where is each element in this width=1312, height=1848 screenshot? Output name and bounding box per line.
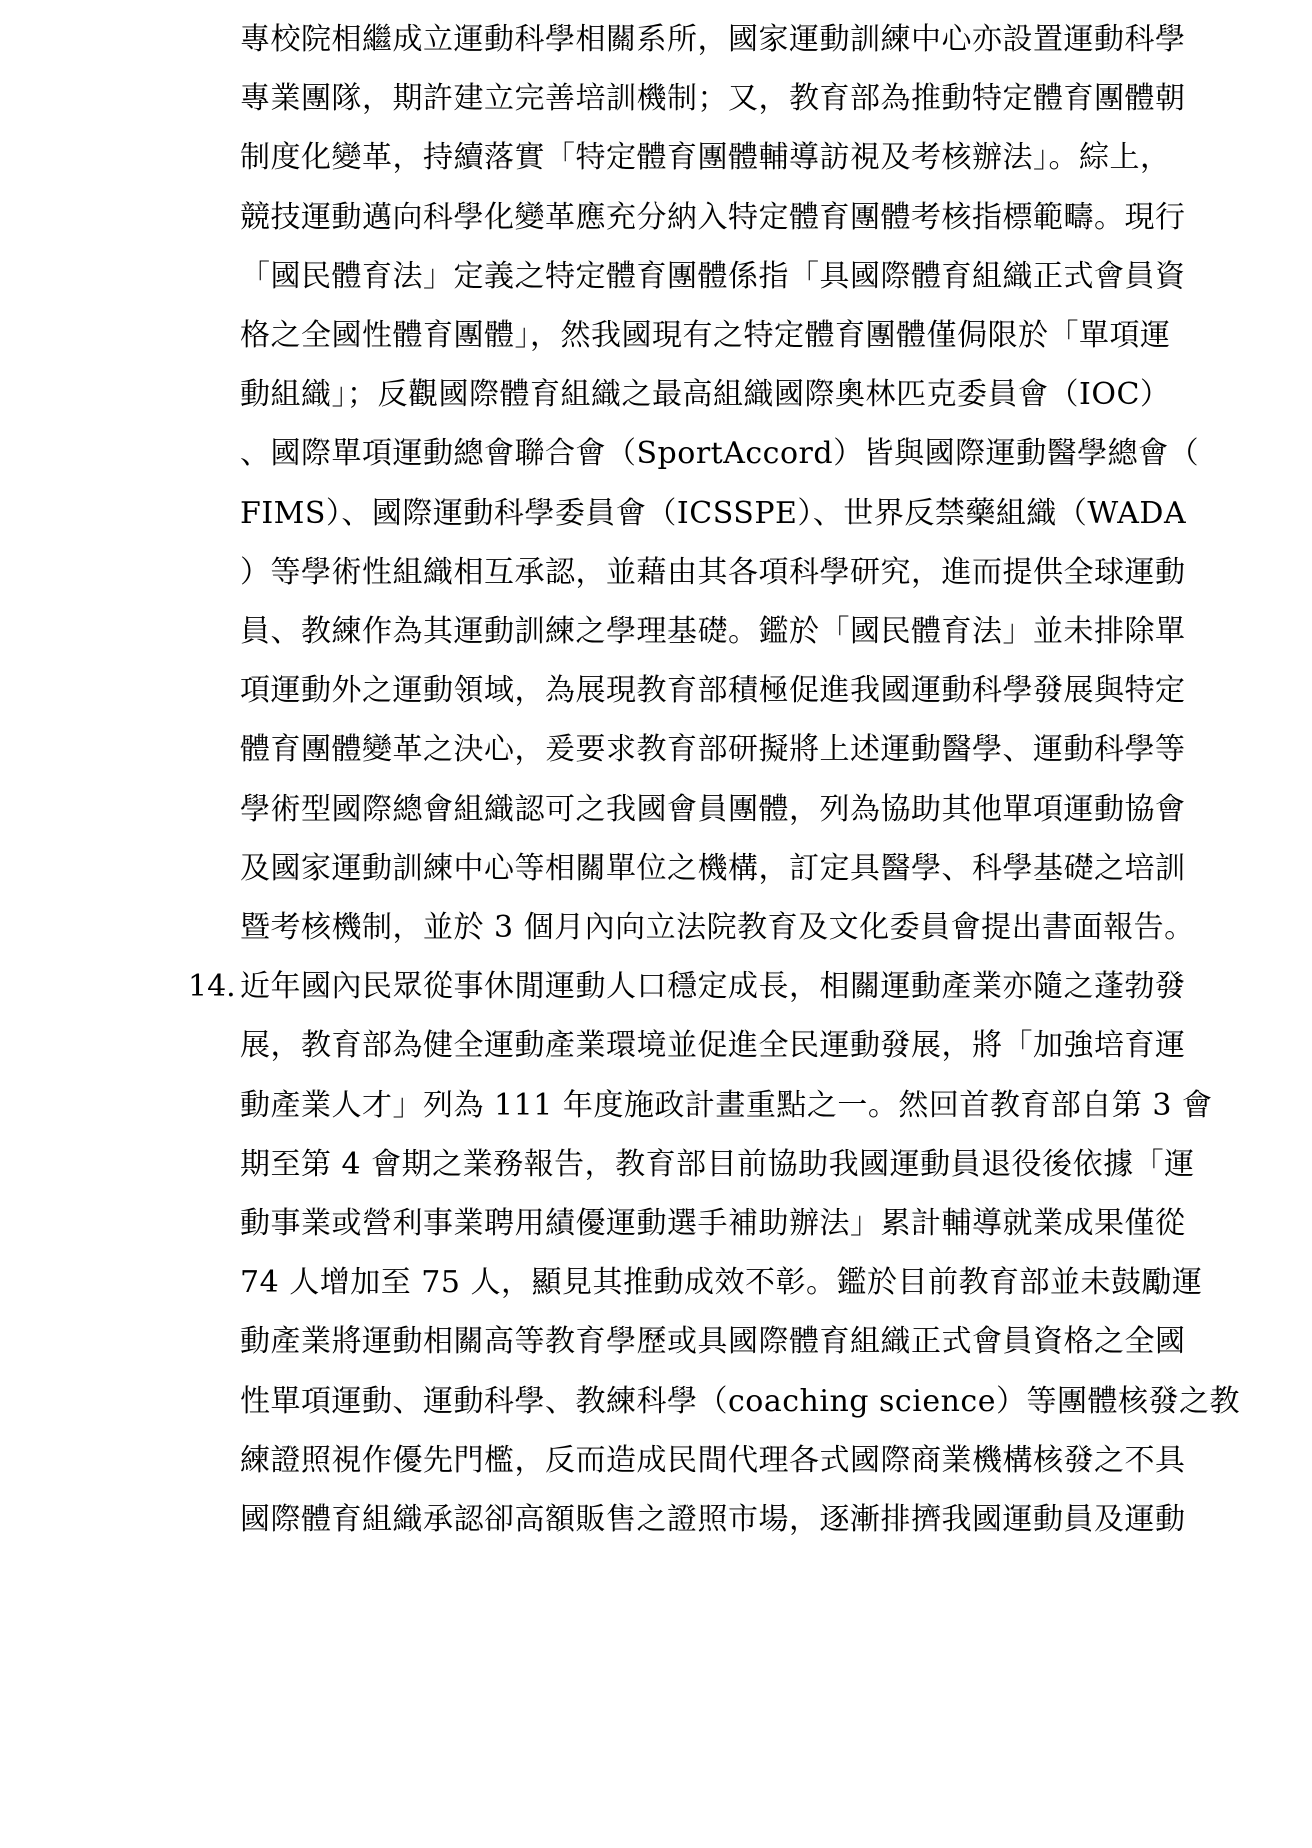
text-line: 動產業人才」列為 111 年度施政計畫重點之一。然回首教育部自第 3 會 — [240, 1087, 1213, 1123]
text-line: 學術型國際總會組織認可之我國會員團體，列為協助其他單項運動協會 — [240, 791, 1186, 827]
text-line: 國際體育組織承認卻高額販售之證照市場，逐漸排擠我國運動員及運動 — [240, 1502, 1186, 1537]
text-line: 競技運動邁向科學化變革應充分納入特定體育團體考核指標範疇。現行 — [240, 199, 1186, 235]
text-line: 動產業將運動相關高等教育學歷或具國際體育組織正式會員資格之全國 — [240, 1324, 1186, 1360]
text-line: 74 人增加至 75 人，顯見其推動成效不彰。鑑於目前教育部並未鼓勵運 — [240, 1265, 1203, 1301]
text-line: FIMS）、國際運動科學委員會（ICSSPE）、世界反禁藥組織（WADA — [240, 495, 1187, 531]
text-line: 「國民體育法」定義之特定體育團體係指「具國際體育組織正式會員資 — [240, 258, 1186, 294]
text-line: 員、教練作為其運動訓練之學理基礎。鑑於「國民體育法」並未排除單 — [240, 614, 1186, 649]
text-line: 專校院相繼成立運動科學相關系所，國家運動訓練中心亦設置運動科學 — [240, 22, 1186, 57]
text-line: 專業團隊，期許建立完善培訓機制；又，教育部為推動特定體育團體朝 — [240, 81, 1186, 117]
text-line: 動組織」；反觀國際體育組織之最高組織國際奧林匹克委員會（IOC） — [240, 377, 1171, 413]
text-line: 期至第 4 會期之業務報告，教育部目前協助我國運動員退役後依據「運 — [240, 1146, 1195, 1182]
text-line: 格之全國性體育團體」，然我國現有之特定體育團體僅侷限於「單項運 — [240, 318, 1171, 353]
text-line: 動事業或營利事業聘用績優運動選手補助辦法」累計輔導就業成果僅從 — [240, 1206, 1186, 1241]
text-line: 、國際單項運動總會聯合會（SportAccord）皆與國際運動醫學總會（ — [240, 436, 1200, 472]
text-line: 項運動外之運動領域，為展現教育部積極促進我國運動科學發展與特定 — [240, 673, 1186, 709]
text-line: 暨考核機制，並於 3 個月內向立法院教育及文化委員會提出書面報告。 — [240, 910, 1195, 945]
text-line: 性單項運動、運動科學、教練科學（coaching science）等團體核發之教 — [240, 1383, 1240, 1419]
text-line: 及國家運動訓練中心等相關單位之機構，訂定具醫學、科學基礎之培訓 — [240, 850, 1186, 886]
text-line: 近年國內民眾從事休閒運動人口穩定成長，相關運動產業亦隨之蓬勃發 — [240, 969, 1186, 1005]
text-line: ）等學術性組織相互承認，並藉由其各項科學研究，進而提供全球運動 — [240, 554, 1186, 590]
text-line: 練證照視作優先門檻，反而造成民間代理各式國際商業機構核發之不具 — [240, 1442, 1186, 1478]
text-line: 制度化變革，持續落實「特定體育團體輔導訪視及考核辦法」。綜上， — [240, 140, 1171, 176]
text-line: 體育團體變革之決心，爰要求教育部研擬將上述運動醫學、運動科學等 — [240, 732, 1186, 768]
list-item-number: 14. — [188, 969, 236, 1005]
text-line: 展，教育部為健全運動產業環境並促進全民運動發展，將「加強培育運 — [240, 1028, 1186, 1064]
